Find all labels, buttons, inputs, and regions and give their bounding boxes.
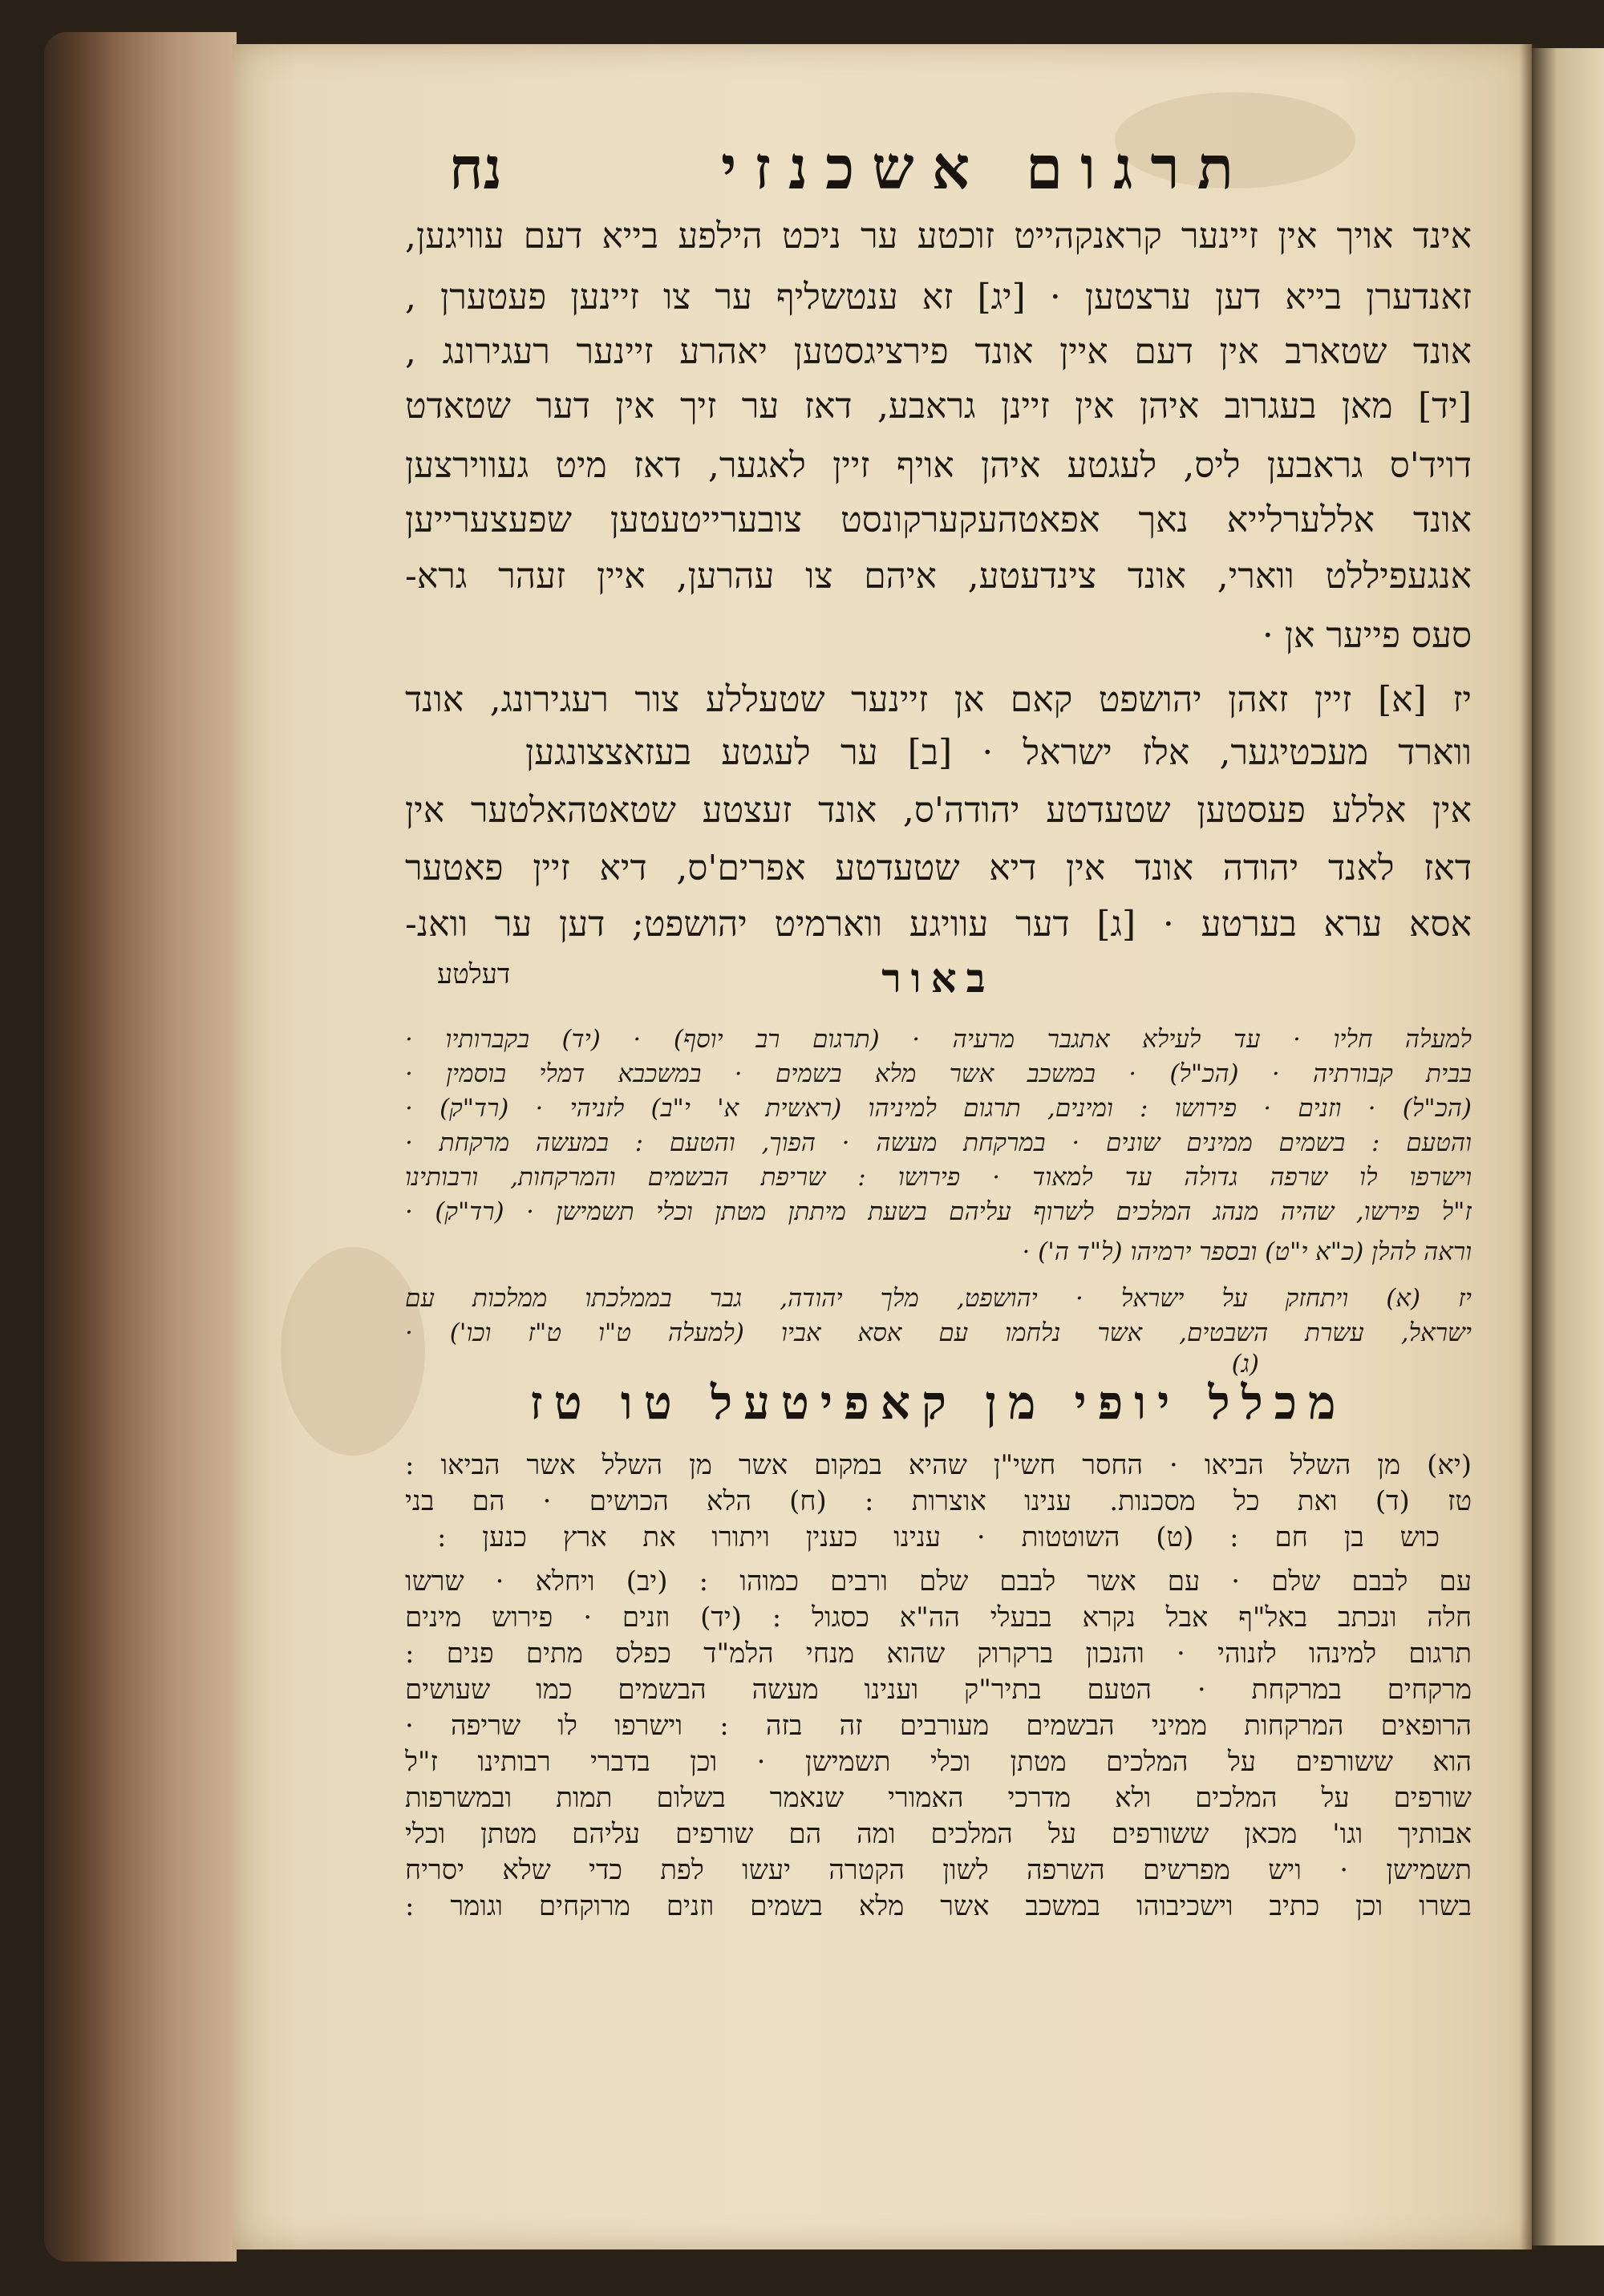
main-text-line: אנגעפיללט ווארי, אונד צינדעטע, איהם צו עהרען, איין זעהר גרא- xyxy=(405,556,1472,597)
commentary-title: באור xyxy=(881,954,995,1002)
masorah-line: הוא ששורפים על המלכים מטתן וכלי תשמישן · וכן בדברי רבותינו ז"ל xyxy=(405,1746,1472,1778)
masorah-line: שורפים על המלכים ולא מדרכי האמורי שנאמר בשלום תמות ובמשרפות xyxy=(405,1782,1472,1814)
commentary-line: ז"ל פירשו, שהיה מנהג המלכים לשרוף עליהם בשעת מיתתן מטתן וכלי תשמישן · (רד"ק) · xyxy=(405,1197,1472,1226)
main-text-line: זאנדערן בייא דען ערצטען · [יג] זא ענטשליף ער צו זיינען פעטערן , xyxy=(405,277,1472,318)
catchword: דעלטע xyxy=(437,958,511,990)
main-text-line: דאז לאנד יהודה אונד אין דיא שטעדטע אפרים'ס, דיא זיין פאטער xyxy=(405,848,1472,889)
masorah-line: תשמישן · ויש מפרשים השרפה לשון הקטרה יעשו לפת כדי שלא יסריח xyxy=(405,1854,1472,1886)
commentary-line: יז (א) ויתחזק על ישראל · יהושפט, מלך יהודה, גבר בממלכתו ממלכות עם xyxy=(405,1284,1472,1313)
masorah-line: הרופאים המרקחות ממיני הבשמים מעורבים זה בזה : וישרפו לו שריפה · xyxy=(405,1710,1472,1742)
masorah-line: תרגום למינהו לזנוהי · והנכון ברקרוק שהוא מנחי הלמ"ד כפלס מתים פנים : xyxy=(405,1638,1472,1670)
masorah-title: מכלל יופי מן קאפיטעל טו טז xyxy=(529,1375,1347,1430)
commentary-line: (הכ"ל) · וזנים · פירושו : ומינים, תרגום למיניהו (ראשית א' י"ב) לזניהי · (רד"ק) · xyxy=(405,1094,1472,1123)
masorah-line: אבותיך וגו' מכאן ששורפים על המלכים ומה הם שורפים עליהם מטתן וכלי xyxy=(405,1818,1472,1850)
commentary-heading xyxy=(405,954,1472,1002)
main-text-line: אונד שטארב אין דעם איין אונד פירציגסטען יאהרע זיינער רעגירונג , xyxy=(405,331,1472,372)
main-text-line: אסא ערא בערטע · [ג] דער עוויגע ווארמיט יהושפט; דען ער וואנ- xyxy=(405,904,1472,945)
masorah-line: עם לבבם שלם · עם אשר לבבם שלם ורבים כמוהו : (יב) ויחלא · שרשו xyxy=(405,1565,1472,1597)
masorah-line: מרקחים במרקחת · הטעם בתיר"ק וענינו מעשה הבשמים כמו שעושים xyxy=(405,1674,1472,1706)
main-text-line: יז [א] זיין זאהן יהושפט קאם אן זיינער שטעללע צור רעגירונג, אונד xyxy=(405,679,1472,720)
main-text-line: אין אללע פעסטען שטעדטע יהודה'ס, אונד זעצטע שטאטהאלטער אין xyxy=(405,790,1472,831)
commentary-line: וישרפו לו שרפה גדולה עד למאוד · פירושו : שריפת הבשמים והמרקחות, ורבותינו xyxy=(405,1163,1472,1192)
book-page-edges xyxy=(44,32,237,2262)
commentary-line: למעלה חליו · עד לעילא אתגבר מרעיה · (תרגום רב יוסף) · (יד) בקברותיו · xyxy=(405,1025,1472,1054)
commentary-line: (ג) xyxy=(1231,1350,1259,1379)
commentary-line: והטעם : בשמים ממינים שונים · במרקחת מעשה · הפוך, והטעם : במעשה מרקחת · xyxy=(405,1128,1472,1157)
running-head xyxy=(449,132,1251,204)
commentary-line: בבית קבורתיה · (הכ"ל) · במשכב אשר מלא בשמים · במשכבא דמלי בוסמין · xyxy=(405,1059,1472,1088)
facing-page-edge xyxy=(1532,48,1604,2245)
main-text-line: דויד'ס גראבען ליס, לעגטע איהן אויף זיין לאגער, דאז מיט געווירצען xyxy=(405,445,1472,486)
page-number: נח xyxy=(449,134,503,202)
paper-stain xyxy=(281,1247,425,1456)
main-text-line: ווארד מעכטיגער, אלז ישראל · [ב] ער לעגטע בעזאצצונגען xyxy=(525,732,1472,773)
main-text-line: [יד] מאן בעגרוב איהן אין זיינן גראבע, דאז ער זיך אין דער שטאדט xyxy=(405,386,1472,427)
masorah-line: טז (ד) ואת כל מסכנות. ענינו אוצרות : (ח) הלא הכושים · הם בני xyxy=(405,1485,1472,1517)
main-text-line: סעס פייער אן · xyxy=(1262,615,1472,656)
main-text-line: אונד אללערלייא נאך אפאטהעקערקונסט צובערייטעטען שפעצערייען xyxy=(405,500,1472,541)
masorah-line: חלה ונכתב באל"ף אבל נקרא בבעלי הה"א כסגול : (יד) וזנים · פירוש מינים xyxy=(405,1602,1472,1634)
main-text-line: אינד אויך אין זיינער קראנקהייט זוכטע ער ניכט הילפע בייא דעם עוויגען, xyxy=(405,216,1472,257)
masorah-line: כוש בן חם : (ט) השוטטות · ענינו כענין ויתורו את ארץ כנען : xyxy=(437,1521,1440,1553)
masorah-line: בשרו וכן כתיב וישכיבוהו במשכב אשר מלא בשמים וזנים מרוקחים וגומר : xyxy=(405,1890,1472,1922)
commentary-line: וראה להלן (כ"א י"ט) ובספר ירמיהו (ל"ד ה') · xyxy=(1022,1237,1472,1266)
commentary-line: ישראל, עשרת השבטים, אשר נלחמו עם אסא אביו (למעלה ט"ו ט"ז וכו') · xyxy=(405,1318,1472,1347)
running-head-title: תרגום אשכנזי xyxy=(721,133,1251,203)
masorah-line: (יא) מן השלל הביאו · החסר חשי"ן שהיא במקום אשר מן השלל אשר הביאו : xyxy=(405,1449,1472,1481)
